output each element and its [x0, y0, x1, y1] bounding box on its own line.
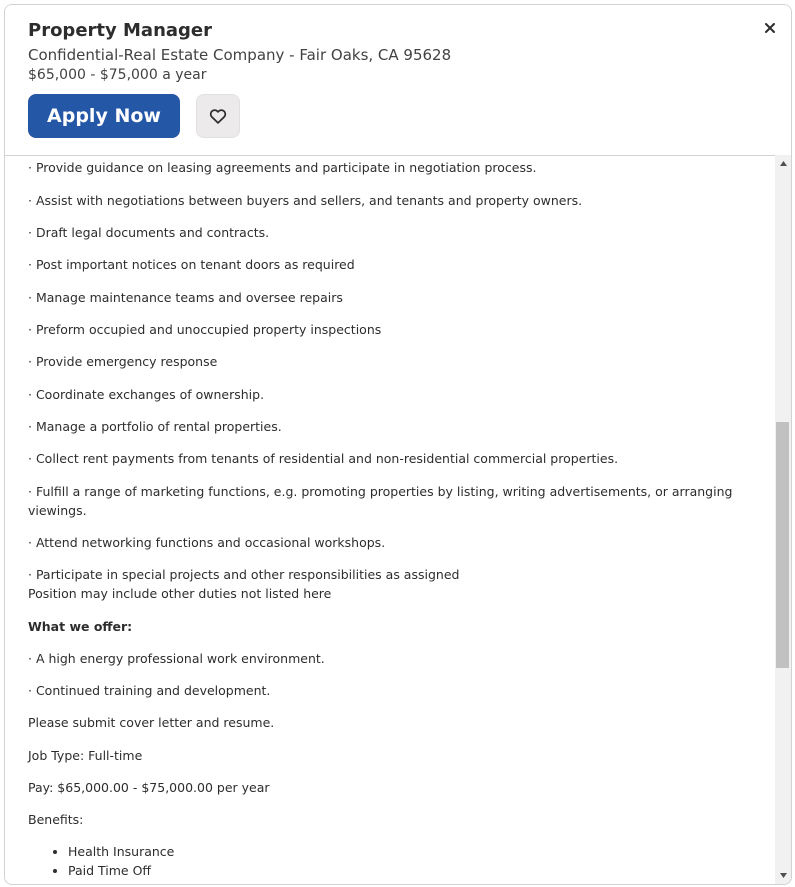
- scrollbar[interactable]: [775, 155, 792, 884]
- save-job-button[interactable]: [196, 94, 240, 138]
- benefits-heading: Benefits:: [28, 812, 84, 827]
- job-type: Job Type: Full-time: [28, 748, 143, 763]
- scroll-up-button[interactable]: [775, 155, 792, 172]
- triangle-down-icon: [780, 873, 787, 878]
- description-line: · Continued training and development.: [28, 683, 271, 698]
- job-title: Property Manager: [28, 20, 212, 41]
- description-line: · Assist with negotiations between buyers and sellers, and tenants and property owners.: [28, 193, 583, 208]
- triangle-up-icon: [780, 161, 787, 166]
- section-heading-offer: What we offer:: [28, 619, 133, 634]
- description-line: · A high energy professional work environment.: [28, 651, 325, 666]
- description-line: · Coordinate exchanges of ownership.: [28, 387, 265, 402]
- pay-range: Pay: $65,000.00 - $75,000.00 per year: [28, 780, 270, 795]
- description-line: Position may include other duties not listed here: [28, 586, 332, 601]
- description-line: · Fulfill a range of marketing functions, e.g. promoting properties by listing, writing advertisements, or arranging viewings.: [28, 484, 733, 518]
- scrollbar-thumb[interactable]: [776, 422, 789, 668]
- close-icon: [765, 23, 775, 33]
- description-line: · Draft legal documents and contracts.: [28, 225, 270, 240]
- description-line: · Preform occupied and unoccupied property inspections: [28, 322, 382, 337]
- description-line: · Manage maintenance teams and oversee repairs: [28, 290, 343, 305]
- close-button[interactable]: [760, 18, 780, 38]
- salary-range: $65,000 - $75,000 a year: [28, 67, 207, 83]
- job-header: [5, 5, 791, 156]
- description-line: · Manage a portfolio of rental properties.: [28, 419, 282, 434]
- description-line: · Participate in special projects and other responsibilities as assigned: [28, 567, 460, 582]
- benefits-list: [28, 842, 174, 880]
- company-location: Confidential-Real Estate Company - Fair Oaks, CA 95628: [28, 46, 452, 64]
- description-line: · Attend networking functions and occasional workshops.: [28, 535, 386, 550]
- description-line: · Provide emergency response: [28, 354, 218, 369]
- description-line: · Provide guidance on leasing agreements and participate in negotiation process.: [28, 160, 537, 175]
- scroll-down-button[interactable]: [775, 867, 792, 884]
- description-line: · Post important notices on tenant doors as required: [28, 257, 355, 272]
- description-line: · Collect rent payments from tenants of residential and non-residential commercial properties.: [28, 451, 619, 466]
- job-details-panel: [4, 4, 792, 885]
- description-line: Please submit cover letter and resume.: [28, 715, 275, 730]
- heart-icon: [209, 108, 227, 124]
- list-item: • Health Insurance: [68, 842, 174, 861]
- apply-now-button[interactable]: Apply Now: [28, 94, 180, 138]
- job-description: [5, 155, 775, 884]
- list-item: • Paid Time Off: [68, 861, 174, 880]
